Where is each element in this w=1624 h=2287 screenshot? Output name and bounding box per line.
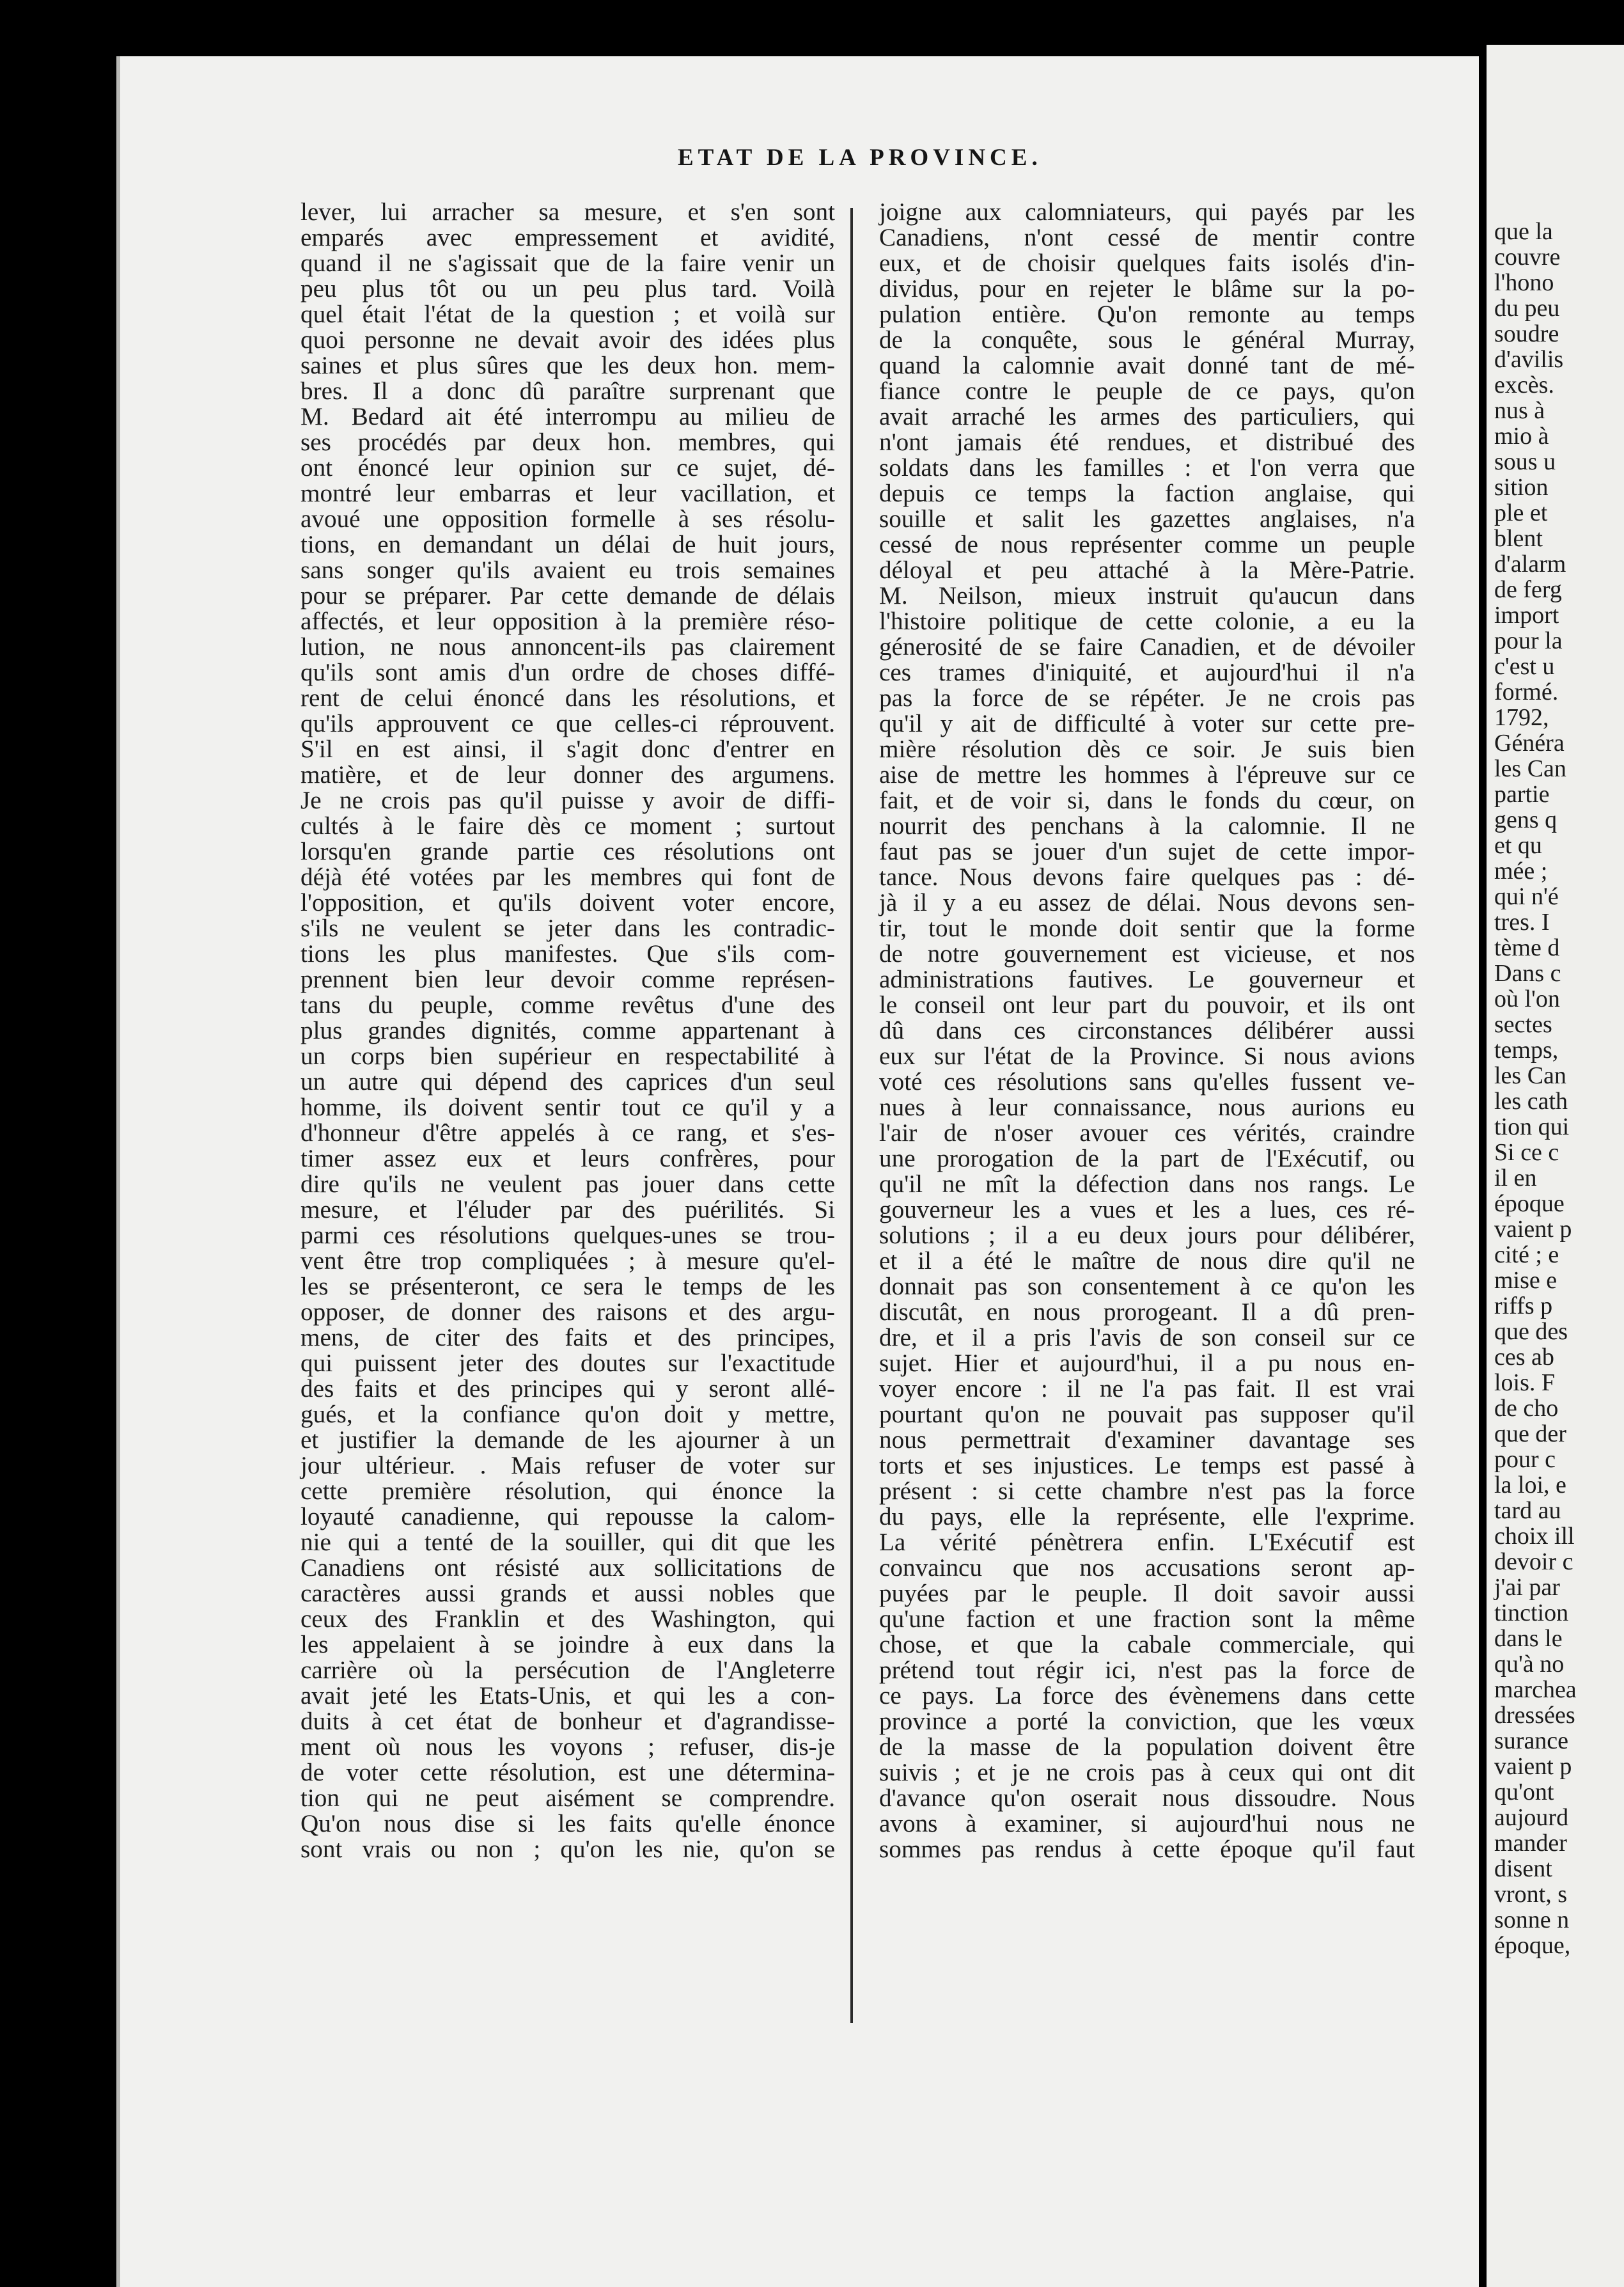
text-line: eux, et de choisir quelques faits isolés d'in- [879, 249, 1415, 277]
text-line: les cath [1494, 1088, 1568, 1115]
text-line: homme, ils doivent sentir tout ce qu'il y a [301, 1094, 835, 1121]
text-line: avoué une opposition formelle à ses résolu- [301, 505, 835, 533]
text-line: prennent bien leur devoir comme représen- [301, 966, 835, 993]
text-line: et il a été le maître de nous dire qu'il ne [879, 1247, 1415, 1275]
text-line: opposer, de donner des raisons et des argu- [301, 1298, 835, 1326]
running-head: ETAT DE LA PROVINCE. [678, 145, 1042, 171]
text-line: quel était l'état de la question ; et voilà sur [301, 301, 835, 328]
text-line: l'opposition, et qu'ils doivent voter encore, [301, 889, 835, 916]
text-line: présent : si cette chambre n'est pas la force [879, 1477, 1415, 1505]
text-line: parmi ces résolutions quelques-unes se trou- [301, 1222, 835, 1249]
text-line: de ferg [1494, 576, 1562, 603]
text-line: eux sur l'état de la Province. Si nous avions [879, 1042, 1415, 1070]
text-line: du pays, elle la représente, elle l'exprime. [879, 1503, 1415, 1530]
text-line: d'avilis [1494, 346, 1564, 373]
text-line: qu'ils sont amis d'un ordre de choses diffé- [301, 659, 835, 686]
right-text-column [879, 200, 1415, 1862]
text-line: avait arraché les armes des particuliers, qui [879, 403, 1415, 430]
text-line: n'ont jamais été rendues, et distribué des [879, 428, 1415, 456]
text-line: Je ne crois pas qu'il puisse y avoir de diffi- [301, 787, 835, 814]
text-line: gens q [1494, 806, 1558, 833]
text-line: ple et [1494, 499, 1548, 526]
text-line: M. Neilson, mieux instruit qu'aucun dans [879, 582, 1415, 609]
text-line: pourtant qu'on ne pouvait pas supposer qu'il [879, 1401, 1415, 1428]
text-line: tir, tout le monde doit sentir que la forme [879, 915, 1415, 942]
text-line: l'hono [1494, 269, 1554, 296]
text-line: temps, [1494, 1037, 1559, 1064]
text-line: duits à cet état de bonheur et d'agrandisse- [301, 1708, 835, 1735]
text-line: Canadiens, n'ont cessé de mentir contre [879, 224, 1415, 251]
text-line: qu'ils approuvent ce que celles-ci réprouvent. [301, 710, 835, 737]
column-divider-rule [850, 208, 853, 2023]
text-line: caractères aussi grands et aussi nobles que [301, 1580, 835, 1607]
text-line: mière résolution dès ce soir. Je suis bien [879, 735, 1415, 763]
text-line: sont vrais ou non ; qu'on les nie, qu'on se [301, 1835, 835, 1863]
text-line: l'histoire politique de cette colonie, a eu la [879, 608, 1415, 635]
text-line: formé. [1494, 679, 1559, 705]
text-line: province a porté la conviction, que les vœux [879, 1708, 1415, 1735]
text-line: aise de mettre les hommes à l'épreuve sur ce [879, 761, 1415, 789]
text-line: Qu'on nous dise si les faits qu'elle énonce [301, 1810, 835, 1837]
text-line: cette première résolution, qui énonce la [301, 1477, 835, 1505]
text-line: les se présenteront, ce sera le temps de les [301, 1273, 835, 1300]
text-line: il en [1494, 1165, 1537, 1191]
text-line: nous permettrait d'examiner davantage ses [879, 1426, 1415, 1454]
text-line: la loi, e [1494, 1472, 1566, 1498]
text-line: depuis ce temps la faction anglaise, qui [879, 480, 1415, 507]
text-line: le conseil ont leur part du pouvoir, et ils ont [879, 991, 1415, 1019]
text-line: sectes [1494, 1011, 1552, 1038]
text-line: solutions ; il a eu deux jours pour délibérer, [879, 1222, 1415, 1249]
text-line: vaient p [1494, 1216, 1572, 1243]
text-line: ces trames d'iniquité, et aujourd'hui il n'a [879, 659, 1415, 686]
text-line: ce pays. La force des évènemens dans cette [879, 1682, 1415, 1709]
text-line: administrations fautives. Le gouverneur et [879, 966, 1415, 993]
text-line: tions les plus manifestes. Que s'ils com- [301, 940, 835, 968]
text-line: cité ; e [1494, 1241, 1559, 1268]
text-line: dressées [1494, 1702, 1575, 1729]
text-line: ses procédés par deux hon. membres, qui [301, 428, 835, 456]
text-line: nues à leur connaissance, nous aurions eu [879, 1094, 1415, 1121]
text-line: d'honneur d'être appelés à ce rang, et s'es- [301, 1119, 835, 1147]
text-line: sition [1494, 474, 1549, 501]
text-line: pour se préparer. Par cette demande de délais [301, 582, 835, 609]
text-line: tion qui ne peut aisément se comprendre. [301, 1784, 835, 1812]
text-line: pour la [1494, 627, 1563, 654]
text-line: d'alarm [1494, 551, 1566, 578]
text-line: ment où nous les voyons ; refuser, dis-je [301, 1733, 835, 1761]
text-line: tres. I [1494, 909, 1550, 936]
text-line: cessé de nous représenter comme un peuple [879, 531, 1415, 558]
text-line: de cho [1494, 1395, 1559, 1422]
text-line: l'air de n'oser avouer ces vérités, craindre [879, 1119, 1415, 1147]
text-line: lution, ne nous annoncent-ils pas clairement [301, 633, 835, 661]
text-line: faut pas se jouer d'un sujet de cette impor- [879, 838, 1415, 865]
text-line: suivis ; et je ne crois pas à ceux qui ont dit [879, 1759, 1415, 1786]
text-line: prétend tout régir ici, n'est pas la force de [879, 1656, 1415, 1684]
text-line: les Can [1494, 1062, 1566, 1089]
text-line: tans du peuple, comme revêtus d'une des [301, 991, 835, 1019]
text-line: avait jeté les Etats-Unis, et qui les a con- [301, 1682, 835, 1709]
text-line: pas la force de se répéter. Je ne crois pas [879, 684, 1415, 712]
text-line: matière, et de leur donner des argumens. [301, 761, 835, 789]
text-line: tance. Nous devons faire quelques pas : dé- [879, 863, 1415, 891]
text-line: ces ab [1494, 1344, 1554, 1371]
text-line: mée ; [1494, 858, 1548, 884]
text-line: pulation entière. Qu'on remonte au temps [879, 301, 1415, 328]
text-line: que des [1494, 1318, 1568, 1345]
text-line: qui puissent jeter des doutes sur l'exactitude [301, 1349, 835, 1377]
text-line: Canadiens ont résisté aux sollicitations de [301, 1554, 835, 1582]
text-line: ceux des Franklin et des Washington, qui [301, 1605, 835, 1633]
text-line: dire qu'ils ne veulent pas jouer dans cette [301, 1170, 835, 1198]
text-line: nourrit des penchans à la calomnie. Il ne [879, 812, 1415, 840]
text-line: vront, s [1494, 1881, 1567, 1908]
text-line: lois. F [1494, 1369, 1556, 1396]
text-line: mio à [1494, 423, 1549, 450]
text-line: c'est u [1494, 653, 1555, 680]
text-line: plus grandes dignités, comme appartenant à [301, 1017, 835, 1044]
left-text-column [301, 200, 835, 1862]
text-line: bres. Il a donc dû paraître surprenant que [301, 377, 835, 405]
text-line: gués, et la confiance qu'on doit y mettre, [301, 1401, 835, 1428]
text-line: jà il y a eu assez de délai. Nous devons sen- [879, 889, 1415, 916]
text-line: qu'à no [1494, 1651, 1565, 1678]
text-line: blent [1494, 525, 1543, 552]
text-line: Généra [1494, 730, 1565, 757]
text-line: surance [1494, 1727, 1569, 1754]
text-line: devoir c [1494, 1548, 1573, 1575]
text-line: époque [1494, 1190, 1565, 1217]
text-line: soldats dans les familles : et l'on verra que [879, 454, 1415, 482]
adjacent-page-fragment [1487, 45, 1624, 2287]
text-line: chose, et que la cabale commerciale, qui [879, 1631, 1415, 1658]
text-line: et justifier la demande de les ajourner à un [301, 1426, 835, 1454]
text-line: vent être trop compliquées ; à mesure qu'el- [301, 1247, 835, 1275]
text-line: cultés à le faire dès ce moment ; surtout [301, 812, 835, 840]
text-line: dans le [1494, 1625, 1563, 1652]
text-line: jour ultérieur. . Mais refuser de voter sur [301, 1452, 835, 1479]
text-line: joigne aux calomniateurs, qui payés par les [879, 198, 1415, 226]
text-line: quand la calomnie avait donné tant de mé- [879, 352, 1415, 379]
text-line: fiance contre le peuple de ce pays, qu'on [879, 377, 1415, 405]
text-line: d'avance qu'on oserait nous dissoudre. Nous [879, 1784, 1415, 1812]
text-line: de notre gouvernement est vicieuse, et nos [879, 940, 1415, 968]
text-line: souille et salit les gazettes anglaises, n'a [879, 505, 1415, 533]
text-line: quoi personne ne devait avoir des idées plus [301, 326, 835, 354]
text-line: couvre [1494, 244, 1561, 271]
text-line: nus à [1494, 397, 1545, 424]
text-line: excès. [1494, 372, 1554, 398]
text-line: nie qui a tenté de la souiller, qui dit que les [301, 1529, 835, 1556]
text-line: carrière où la persécution de l'Angleterre [301, 1656, 835, 1684]
text-line: discutât, en nous prorogeant. Il a dû pren- [879, 1298, 1415, 1326]
text-line: sujet. Hier et aujourd'hui, il a pu nous en- [879, 1349, 1415, 1377]
text-line: mens, de citer des faits et des principes, [301, 1324, 835, 1351]
text-line: et qu [1494, 832, 1542, 859]
text-line: disent [1494, 1855, 1552, 1882]
text-line: de la conquête, sous le général Murray, [879, 326, 1415, 354]
text-line: un autre qui dépend des caprices d'un seul [301, 1068, 835, 1096]
text-line: de voter cette résolution, est une détermina- [301, 1759, 835, 1786]
text-line: choix ill [1494, 1523, 1575, 1550]
text-line: import [1494, 602, 1559, 629]
text-line: tard au [1494, 1497, 1561, 1524]
text-line: marchea [1494, 1676, 1577, 1703]
text-line: avons à examiner, si aujourd'hui nous ne [879, 1810, 1415, 1837]
text-line: montré leur embarras et leur vacillation, et [301, 480, 835, 507]
text-line: convaincu que nos accusations seront ap- [879, 1554, 1415, 1582]
text-line: quand il ne s'agissait que de la faire venir un [301, 249, 835, 277]
text-line: voté ces résolutions sans qu'elles fussent ve- [879, 1068, 1415, 1096]
text-line: affectés, et leur opposition à la première réso- [301, 608, 835, 635]
text-line: déjà été votées par les membres qui font de [301, 863, 835, 891]
text-line: emparés avec empressement et avidité, [301, 224, 835, 251]
text-line: Si ce c [1494, 1139, 1559, 1166]
text-line: soudre [1494, 320, 1559, 347]
text-line: sonne n [1494, 1906, 1570, 1933]
text-line: dre, et il a pris l'avis de son conseil sur ce [879, 1324, 1415, 1351]
text-line: de la masse de la population doivent être [879, 1733, 1415, 1761]
text-line: tinction [1494, 1599, 1569, 1626]
text-line: les appelaient à se joindre à eux dans la [301, 1631, 835, 1658]
text-line: tion qui [1494, 1113, 1570, 1140]
text-line: un corps bien supérieur en respectabilité à [301, 1042, 835, 1070]
text-line: riffs p [1494, 1293, 1553, 1319]
text-line: génerosité de se faire Canadien, et de dévoiler [879, 633, 1415, 661]
text-line: les Can [1494, 755, 1566, 782]
text-line: aujourd [1494, 1804, 1569, 1831]
text-line: pour c [1494, 1446, 1556, 1473]
adjacent-page-text [1494, 219, 1624, 1958]
text-line: donnait pas son consentement à ce qu'on les [879, 1273, 1415, 1300]
text-line: qu'il ne mît la défection dans nos rangs. Le [879, 1170, 1415, 1198]
text-line: puyées par le peuple. Il doit savoir aussi [879, 1580, 1415, 1607]
text-line: tions, en demandant un délai de huit jours, [301, 531, 835, 558]
text-line: torts et ses injustices. Le temps est passé à [879, 1452, 1415, 1479]
text-line: gouverneur les a vues et les a lues, ces ré- [879, 1196, 1415, 1223]
text-line: fait, et de voir si, dans le fonds du cœur, on [879, 787, 1415, 814]
text-line: partie [1494, 781, 1550, 808]
text-line: saines et plus sûres que les deux hon. mem- [301, 352, 835, 379]
text-line: j'ai par [1494, 1574, 1560, 1601]
text-line: que der [1494, 1420, 1566, 1447]
text-line: rent de celui énoncé dans les résolutions, et [301, 684, 835, 712]
text-line: sous u [1494, 448, 1556, 475]
text-line: dividus, pour en rejeter le blâme sur la po- [879, 275, 1415, 303]
text-line: qu'ont [1494, 1779, 1554, 1805]
text-line: 1792, [1494, 704, 1549, 731]
text-line: s'ils ne veulent se jeter dans les contradic- [301, 915, 835, 942]
text-line: timer assez eux et leurs confrères, pour [301, 1145, 835, 1172]
text-line: tème d [1494, 934, 1560, 961]
text-line: une prorogation de la part de l'Exécutif, ou [879, 1145, 1415, 1172]
text-line: mander [1494, 1830, 1567, 1857]
text-line: où l'on [1494, 986, 1560, 1012]
text-line: du peu [1494, 295, 1560, 322]
text-line: sans songer qu'ils avaient eu trois semaines [301, 556, 835, 584]
text-line: époque, [1494, 1932, 1571, 1959]
text-line: que la [1494, 218, 1553, 245]
text-line: lorsqu'en grande partie ces résolutions ont [301, 838, 835, 865]
text-line: ont énoncé leur opinion sur ce sujet, dé- [301, 454, 835, 482]
text-line: S'il en est ainsi, il s'agit donc d'entrer en [301, 735, 835, 763]
text-line: des faits et des principes qui y seront allé- [301, 1375, 835, 1403]
text-line: mesure, et l'éluder par des puérilités. Si [301, 1196, 835, 1223]
text-line: dû dans ces circonstances délibérer aussi [879, 1017, 1415, 1044]
text-line: La vérité pénètrera enfin. L'Exécutif est [879, 1529, 1415, 1556]
text-line: loyauté canadienne, qui repousse la calom- [301, 1503, 835, 1530]
text-line: sommes pas rendus à cette époque qu'il faut [879, 1835, 1415, 1863]
text-line: vaient p [1494, 1753, 1572, 1780]
text-line: mise e [1494, 1267, 1558, 1294]
text-line: déloyal et peu attaché à la Mère-Patrie. [879, 556, 1415, 584]
text-line: peu plus tôt ou un peu plus tard. Voilà [301, 275, 835, 303]
text-line: lever, lui arracher sa mesure, et s'en sont [301, 198, 835, 226]
text-line: M. Bedard ait été interrompu au milieu de [301, 403, 835, 430]
text-line: voyer encore : il ne l'a pas fait. Il est vrai [879, 1375, 1415, 1403]
text-line: qu'une faction et une fraction sont la même [879, 1605, 1415, 1633]
text-line: qui n'é [1494, 883, 1559, 910]
text-line: Dans c [1494, 960, 1561, 987]
text-line: qu'il y ait de difficulté à voter sur cette pre- [879, 710, 1415, 737]
